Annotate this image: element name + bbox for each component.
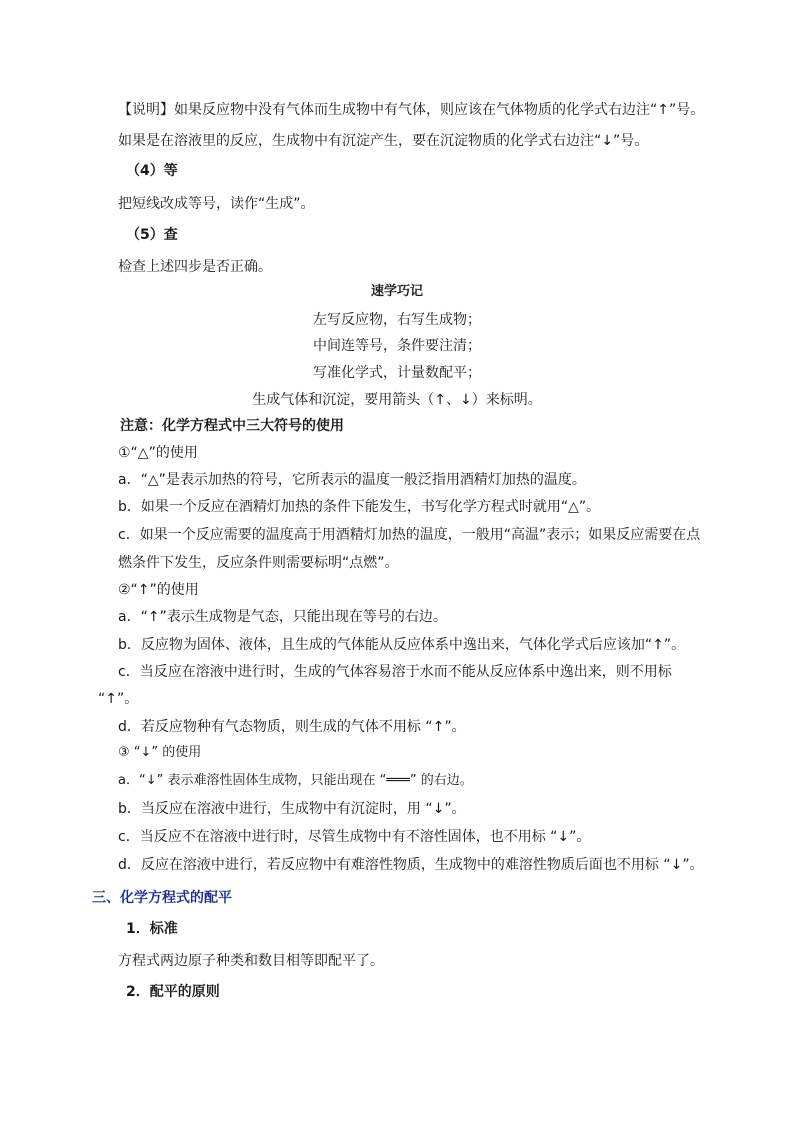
- step-5-heading: （5）查: [126, 227, 178, 243]
- up-arrow-item-c-cont: “↑”。: [98, 691, 139, 707]
- standard-text: 方程式两边原子种类和数目相等即配平了。: [118, 953, 384, 969]
- mnemonic-line-1: 左写反应物，右写生成物；: [313, 312, 481, 328]
- up-arrow-item-d: d．若反应物种有气态物质，则生成的气体不用标 “↑”。: [118, 719, 466, 735]
- delta-usage-heading: ①“△”的使用: [118, 445, 198, 461]
- up-arrow-item-a: a．“↑”表示生成物是气态，只能出现在等号的右边。: [118, 609, 447, 625]
- up-arrow-item-b: b．反应物为固体、液体，且生成的气体能从反应体系中逸出来，气体化学式后应该加“↑”。: [118, 637, 686, 653]
- down-arrow-item-c: c．当反应不在溶液中进行时，尽管生成物中有不溶性固体，也不用标 “↓”。: [118, 829, 591, 845]
- note-precipitate-line: 如果是在溶液里的反应，生成物中有沉淀产生，要在沉淀物质的化学式右边注“↓”号。: [118, 133, 649, 149]
- step-4-text: 把短线改成等号，读作“生成”。: [118, 196, 315, 212]
- equals-sign-symbol: ═══: [386, 773, 410, 788]
- mnemonic-line-2: 中间连等号，条件要注清；: [313, 338, 481, 354]
- standard-heading: 1．标准: [126, 921, 178, 937]
- mnemonic-line-4: 生成气体和沉淀，要用箭头（↑、↓）来标明。: [252, 392, 542, 408]
- note-gas-line: 【说明】如果反应物中没有气体而生成物中有气体，则应该在气体物质的化学式右边注“↑”号。: [118, 102, 705, 118]
- down-arrow-item-a: [118, 771, 473, 791]
- up-arrow-usage-heading: ②“↑”的使用: [118, 582, 199, 598]
- principle-heading: 2．配平的原则: [126, 984, 220, 1000]
- section-3-heading: 三、化学方程式的配平: [92, 890, 232, 906]
- delta-item-c-cont: 燃条件下发生，反应条件则需要标明“点燃”。: [118, 555, 399, 571]
- step-4-heading: （4）等: [126, 163, 178, 179]
- up-arrow-item-c: c．当反应在溶液中进行时，生成的气体容易溶于水而不能从反应体系中逸出来，则不用标: [118, 664, 672, 680]
- delta-item-a: a．“△”是表示加热的符号，它所表示的温度一般泛指用酒精灯加热的温度。: [118, 472, 586, 488]
- mnemonic-title: 速学巧记: [370, 284, 423, 299]
- step-5-text: 检查上述四步是否正确。: [118, 259, 272, 275]
- down-arrow-item-a-start: a．“↓” 表示难溶性固体生成物，只能出现在 “: [118, 773, 387, 788]
- notice-heading: 注意：化学方程式中三大符号的使用: [120, 418, 344, 434]
- down-arrow-item-d: d．反应在溶液中进行，若反应物中有难溶性物质，生成物中的难溶性物质后面也不用标 “↓”。: [118, 857, 704, 873]
- mnemonic-line-3: 写准化学式，计量数配平；: [313, 365, 481, 381]
- delta-item-b: b．如果一个反应在酒精灯加热的条件下能发生，书写化学方程式时就用“△”。: [118, 499, 601, 515]
- down-arrow-usage-heading: ③ “↓” 的使用: [118, 745, 202, 760]
- delta-item-c: c．如果一个反应需要的温度高于用酒精灯加热的温度，一般用“高温”表示；如果反应需要在点: [118, 527, 701, 543]
- down-arrow-item-a-end: ” 的右边。: [409, 773, 473, 788]
- down-arrow-item-b: b．当反应在溶液中进行，生成物中有沉淀时，用 “↓”。: [118, 801, 466, 817]
